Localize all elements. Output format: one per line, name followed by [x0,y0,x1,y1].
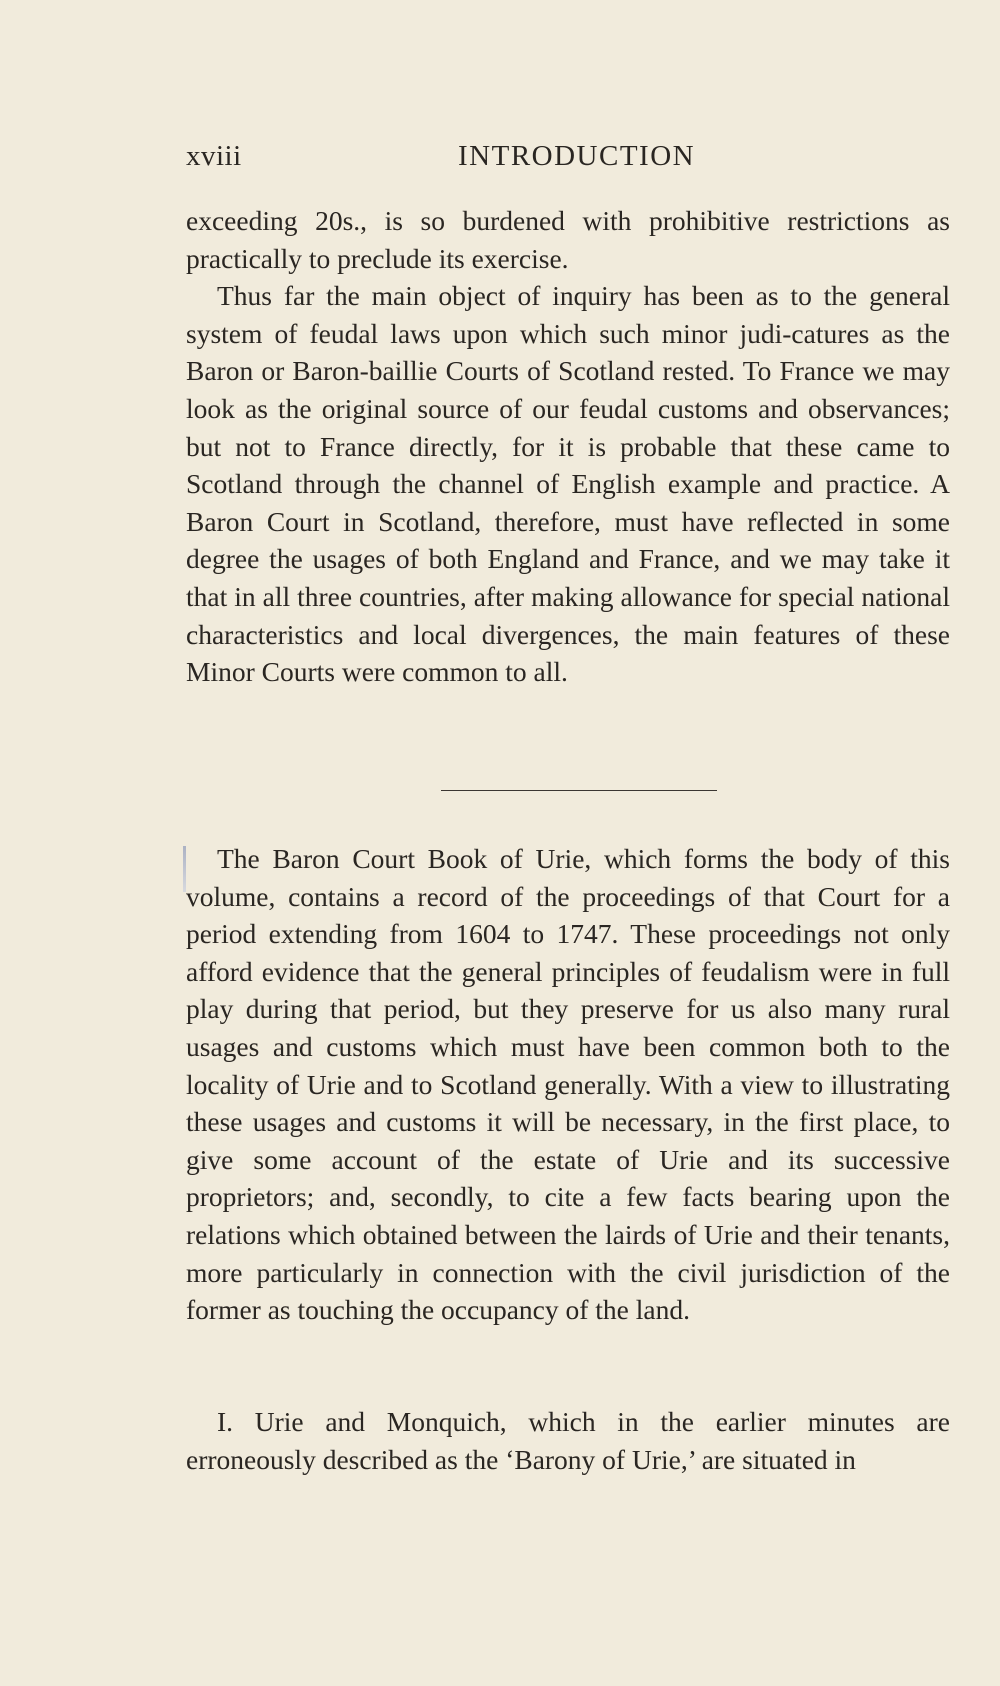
paragraph-continuation: exceeding 20s., is so burdened with prohibitive restrictions as practically to preclude its exercise. [186,205,950,274]
text-block-lower [186,1403,950,1478]
text-block-upper [186,202,950,691]
page-header [186,140,950,180]
page-number: xviii [186,140,242,172]
paragraph-court-book: The Baron Court Book of Urie, which forms the body of this volume, contains a record of the proceedings of that Court for a period extending from 1604 to 1747. These proceedings not only afford evidence that the general principles of feudalism were in full play during that period, but they preserve for us also many rural usages and customs which must have been common both to the locality of Urie and to Scotland generally. With a view to illustrating these usages and customs it will be necessary, in the first place, to give some account of the estate of Urie and its successive proprietors; and, secondly, to cite a few facts bearing upon the relations which obtained between the lairds of Urie and their tenants, more particularly in connection with the civil jurisdiction of the former as touching the occupancy of the land. [186,843,950,1326]
paragraph-feudal-system: Thus far the main object of inquiry has been as to the general system of feudal laws upon which such minor judi-catures as the Baron or Baron-baillie Courts of Scotland rested. To France we may look as the original source of our feudal customs and observances; but not to France directly, for it is probable that these came to Scotland through the channel of English example and practice. A Baron Court in Scotland, therefore, must have reflected in some degree the usages of both England and France, and we may take it that in all three countries, after making allowance for special national characteristics and local divergences, the main features of these Minor Courts were common to all. [186,280,950,688]
text-block-middle [186,840,950,1329]
paragraph-urie-monquich: I. Urie and Monquich, which in the earlier minutes are erroneously described as the ‘Barony of Urie,’ are situated in [186,1406,950,1475]
running-head: INTRODUCTION [458,140,696,172]
section-divider [441,790,717,791]
